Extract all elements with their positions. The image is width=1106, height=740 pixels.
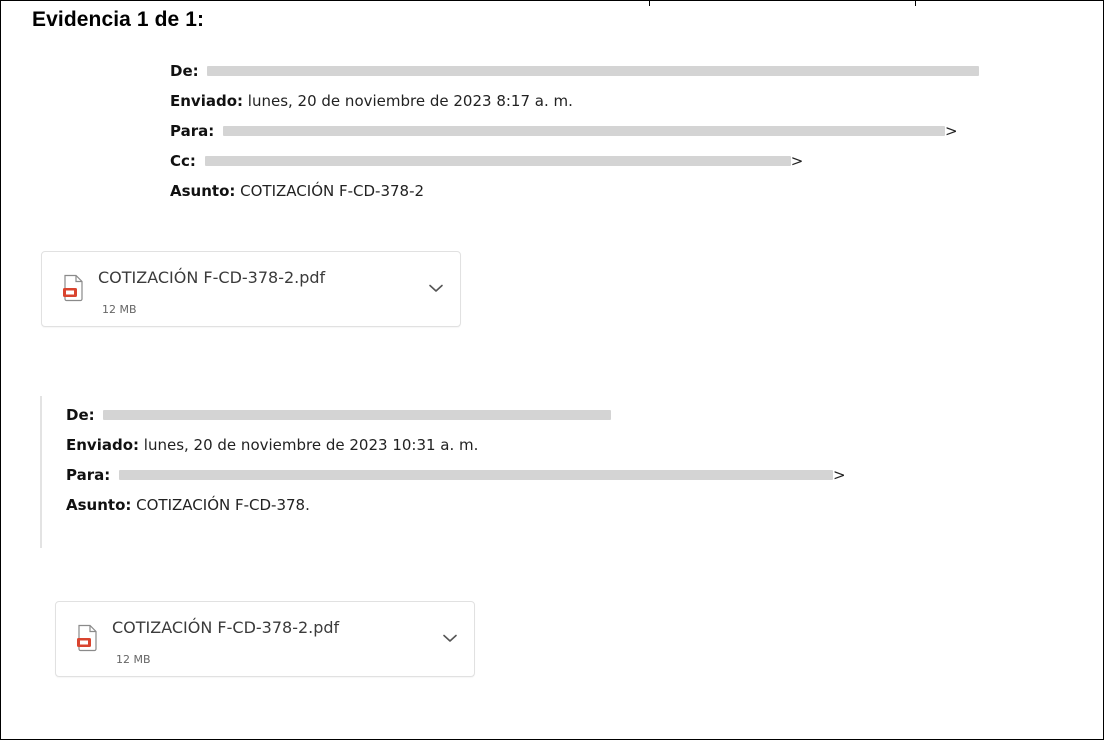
redacted-sender — [103, 410, 611, 420]
subject-label: Asunto: — [66, 496, 132, 514]
table-divider — [649, 0, 650, 6]
chevron-down-icon[interactable] — [440, 628, 460, 648]
sent-value: lunes, 20 de noviembre de 2023 10:31 a. m. — [143, 436, 479, 454]
table-divider — [915, 0, 916, 6]
to-label: Para: — [170, 122, 215, 140]
sent-value: lunes, 20 de noviembre de 2023 8:17 a. m. — [247, 92, 573, 110]
from-row — [66, 400, 846, 430]
subject-label: Asunto: — [170, 182, 236, 200]
email-header-2 — [66, 400, 846, 520]
redacted-recipient — [119, 470, 833, 480]
redacted-sender — [207, 66, 979, 76]
to-row — [66, 460, 846, 490]
from-label: De: — [170, 62, 199, 80]
sent-row — [170, 86, 979, 116]
sent-row — [66, 430, 846, 460]
chevron-down-icon[interactable] — [426, 278, 446, 298]
sent-label: Enviado: — [170, 92, 244, 110]
cc-label: Cc: — [170, 152, 196, 170]
to-row — [170, 116, 979, 146]
evidence-title: Evidencia 1 de 1: — [32, 8, 205, 31]
redacted-recipient — [223, 126, 945, 136]
attachment-card[interactable] — [41, 251, 461, 327]
attachment-file-name[interactable]: COTIZACIÓN F-CD-378-2.pdf — [112, 618, 340, 637]
pdf-file-icon — [76, 624, 100, 652]
cc-row — [170, 146, 979, 176]
cc-suffix: > — [790, 152, 804, 170]
subject-value: COTIZACIÓN F-CD-378. — [136, 496, 310, 514]
attachment-file-size: 12 MB — [102, 303, 137, 316]
subject-row — [66, 490, 846, 520]
to-label: Para: — [66, 466, 111, 484]
subject-row — [170, 176, 979, 206]
to-suffix: > — [945, 122, 958, 140]
attachment-file-name[interactable]: COTIZACIÓN F-CD-378-2.pdf — [98, 268, 326, 287]
from-label: De: — [66, 406, 95, 424]
attachment-card[interactable] — [55, 601, 475, 677]
quote-bar — [40, 396, 42, 548]
subject-value: COTIZACIÓN F-CD-378-2 — [240, 182, 425, 200]
attachment-file-size: 12 MB — [116, 653, 151, 666]
redacted-cc — [205, 156, 791, 166]
email-header-1 — [170, 56, 979, 206]
pdf-file-icon — [62, 274, 86, 302]
from-row — [170, 56, 979, 86]
to-suffix: > — [833, 466, 846, 484]
sent-label: Enviado: — [66, 436, 140, 454]
